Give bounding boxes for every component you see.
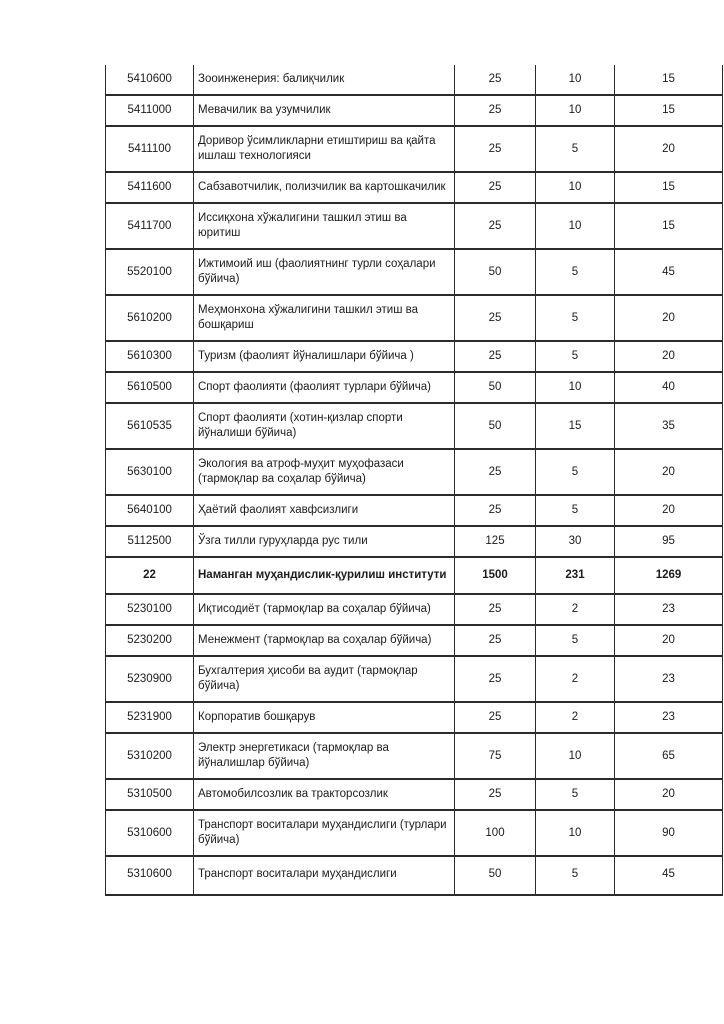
specialty-name-cell: Доривор ўсимликларни етиштириш ва қайта ишлаш технологияси [194, 126, 455, 172]
table-row [106, 295, 723, 341]
admissions-table-body [106, 65, 723, 895]
quota-value-cell: 25 [455, 65, 536, 95]
quota-value-cell: 2 [536, 702, 615, 733]
quota-value-cell: 25 [455, 702, 536, 733]
quota-value-cell: 23 [615, 594, 723, 625]
specialty-name-cell: Транспорт воситалари муҳандислиги [194, 856, 455, 895]
specialty-name-cell: Зооинженерия: балиқчилик [194, 65, 455, 95]
quota-value-cell: 25 [455, 625, 536, 656]
specialty-code-cell: 5310600 [106, 810, 194, 856]
quota-value-cell: 5 [536, 249, 615, 295]
specialty-code-cell: 5411000 [106, 95, 194, 126]
quota-value-cell: 15 [615, 65, 723, 95]
specialty-name-cell: Наманган муҳандислик-қурилиш институти [194, 557, 455, 594]
specialty-code-cell: 5310600 [106, 856, 194, 895]
quota-value-cell: 25 [455, 341, 536, 372]
table-row [106, 526, 723, 557]
quota-value-cell: 15 [615, 203, 723, 249]
specialty-code-cell: 5112500 [106, 526, 194, 557]
specialty-code-cell: 5630100 [106, 449, 194, 495]
table-row [106, 656, 723, 702]
table-row [106, 403, 723, 449]
quota-value-cell: 1500 [455, 557, 536, 594]
specialty-name-cell: Ўзга тилли гуруҳларда рус тили [194, 526, 455, 557]
specialty-name-cell: Ижтимоий иш (фаолиятнинг турли соҳалари бўйича) [194, 249, 455, 295]
admissions-quota-table [105, 65, 723, 896]
quota-value-cell: 25 [455, 295, 536, 341]
quota-value-cell: 65 [615, 733, 723, 779]
specialty-name-cell: Иссиқхона хўжалигини ташкил этиш ва юритиш [194, 203, 455, 249]
table-row [106, 495, 723, 526]
quota-value-cell: 30 [536, 526, 615, 557]
quota-value-cell: 10 [536, 733, 615, 779]
specialty-name-cell: Менежмент (тармоқлар ва соҳалар бўйича) [194, 625, 455, 656]
quota-value-cell: 45 [615, 856, 723, 895]
quota-value-cell: 20 [615, 341, 723, 372]
specialty-name-cell: Меҳмонхона хўжалигини ташкил этиш ва бошқариш [194, 295, 455, 341]
specialty-code-cell: 5310500 [106, 779, 194, 810]
quota-value-cell: 20 [615, 449, 723, 495]
specialty-name-cell: Транспорт воситалари муҳандислиги (турлари бўйича) [194, 810, 455, 856]
specialty-code-cell: 5230200 [106, 625, 194, 656]
quota-value-cell: 1269 [615, 557, 723, 594]
quota-value-cell: 25 [455, 172, 536, 203]
quota-value-cell: 15 [615, 172, 723, 203]
specialty-code-cell: 5310200 [106, 733, 194, 779]
table-row [106, 372, 723, 403]
quota-value-cell: 95 [615, 526, 723, 557]
quota-value-cell: 25 [455, 449, 536, 495]
specialty-name-cell: Экология ва атроф-муҳит муҳофазаси (тармоқлар ва соҳалар бўйича) [194, 449, 455, 495]
table-row [106, 449, 723, 495]
quota-value-cell: 25 [455, 656, 536, 702]
quota-value-cell: 50 [455, 403, 536, 449]
quota-value-cell: 20 [615, 126, 723, 172]
table-row [106, 856, 723, 895]
specialty-name-cell: Спорт фаолияти (фаолият турлари бўйича) [194, 372, 455, 403]
quota-value-cell: 45 [615, 249, 723, 295]
quota-value-cell: 23 [615, 702, 723, 733]
specialty-code-cell: 5411600 [106, 172, 194, 203]
quota-value-cell: 5 [536, 449, 615, 495]
specialty-code-cell: 5230900 [106, 656, 194, 702]
specialty-code-cell: 5610300 [106, 341, 194, 372]
quota-value-cell: 20 [615, 295, 723, 341]
institute-summary-row [106, 557, 723, 594]
quota-value-cell: 75 [455, 733, 536, 779]
quota-value-cell: 50 [455, 856, 536, 895]
specialty-code-cell: 5610535 [106, 403, 194, 449]
specialty-name-cell: Мевачилик ва узумчилик [194, 95, 455, 126]
quota-value-cell: 23 [615, 656, 723, 702]
quota-value-cell: 50 [455, 249, 536, 295]
quota-value-cell: 5 [536, 856, 615, 895]
quota-value-cell: 20 [615, 495, 723, 526]
table-row [106, 594, 723, 625]
quota-value-cell: 25 [455, 95, 536, 126]
quota-value-cell: 25 [455, 779, 536, 810]
quota-value-cell: 5 [536, 341, 615, 372]
specialty-name-cell: Иқтисодиёт (тармоқлар ва соҳалар бўйича) [194, 594, 455, 625]
quota-value-cell: 2 [536, 656, 615, 702]
table-row [106, 126, 723, 172]
quota-value-cell: 2 [536, 594, 615, 625]
quota-value-cell: 25 [455, 126, 536, 172]
quota-value-cell: 50 [455, 372, 536, 403]
quota-value-cell: 15 [615, 95, 723, 126]
admissions-table-container [105, 65, 682, 896]
specialty-code-cell: 5610500 [106, 372, 194, 403]
specialty-code-cell: 5411100 [106, 126, 194, 172]
specialty-code-cell: 5640100 [106, 495, 194, 526]
table-row [106, 65, 723, 95]
quota-value-cell: 25 [455, 594, 536, 625]
specialty-code-cell: 5231900 [106, 702, 194, 733]
specialty-name-cell: Туризм (фаолият йўналишлари бўйича ) [194, 341, 455, 372]
specialty-name-cell: Электр энергетикаси (тармоқлар ва йўналишлар бўйича) [194, 733, 455, 779]
quota-value-cell: 20 [615, 625, 723, 656]
quota-value-cell: 125 [455, 526, 536, 557]
table-row [106, 779, 723, 810]
quota-value-cell: 231 [536, 557, 615, 594]
quota-value-cell: 5 [536, 126, 615, 172]
quota-value-cell: 35 [615, 403, 723, 449]
quota-value-cell: 100 [455, 810, 536, 856]
quota-value-cell: 25 [455, 203, 536, 249]
table-row [106, 203, 723, 249]
quota-value-cell: 10 [536, 203, 615, 249]
quota-value-cell: 5 [536, 295, 615, 341]
quota-value-cell: 5 [536, 495, 615, 526]
table-row [106, 702, 723, 733]
specialty-name-cell: Автомобилсозлик ва тракторсозлик [194, 779, 455, 810]
quota-value-cell: 10 [536, 65, 615, 95]
quota-value-cell: 10 [536, 95, 615, 126]
specialty-code-cell: 5520100 [106, 249, 194, 295]
quota-value-cell: 90 [615, 810, 723, 856]
table-row [106, 625, 723, 656]
table-row [106, 733, 723, 779]
specialty-name-cell: Спорт фаолияти (хотин-қизлар спорти йўналиши бўйича) [194, 403, 455, 449]
specialty-code-cell: 5230100 [106, 594, 194, 625]
specialty-code-cell: 5610200 [106, 295, 194, 341]
specialty-code-cell: 22 [106, 557, 194, 594]
quota-value-cell: 5 [536, 625, 615, 656]
quota-value-cell: 10 [536, 372, 615, 403]
table-row [106, 95, 723, 126]
specialty-name-cell: Сабзавотчилик, полизчилик ва картошкачилик [194, 172, 455, 203]
table-row [106, 341, 723, 372]
quota-value-cell: 15 [536, 403, 615, 449]
quota-value-cell: 10 [536, 172, 615, 203]
quota-value-cell: 20 [615, 779, 723, 810]
specialty-code-cell: 5410600 [106, 65, 194, 95]
specialty-name-cell: Ҳаётий фаолият хавфсизлиги [194, 495, 455, 526]
table-row [106, 172, 723, 203]
quota-value-cell: 10 [536, 810, 615, 856]
quota-value-cell: 25 [455, 495, 536, 526]
specialty-name-cell: Бухгалтерия ҳисоби ва аудит (тармоқлар бўйича) [194, 656, 455, 702]
quota-value-cell: 40 [615, 372, 723, 403]
table-row [106, 810, 723, 856]
quota-value-cell: 5 [536, 779, 615, 810]
table-row [106, 249, 723, 295]
specialty-code-cell: 5411700 [106, 203, 194, 249]
specialty-name-cell: Корпоратив бошқарув [194, 702, 455, 733]
